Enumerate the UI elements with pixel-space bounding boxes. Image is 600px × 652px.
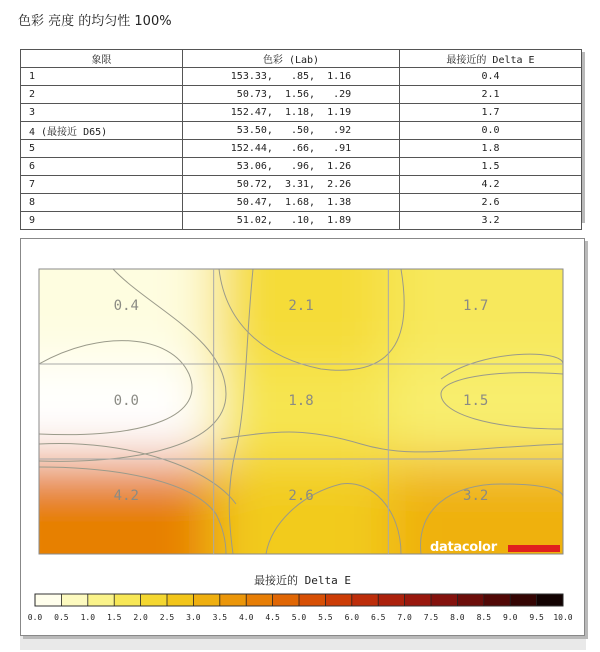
quadrant-value-label: 0.0 (113, 392, 139, 409)
quadrant-value-label: 4.2 (113, 487, 139, 504)
table-row (21, 194, 582, 212)
cell-lab: 53.06, .96, 1.26 (183, 158, 400, 176)
cell-lab: 51.02, .10, 1.89 (183, 212, 400, 230)
colorbar-swatch (246, 594, 273, 606)
colorbar-swatch (457, 594, 484, 606)
colorbar-swatch (325, 594, 352, 606)
heatmap-cell (21, 459, 215, 615)
colorbar-tick-label: 1.0 (80, 613, 96, 622)
cell-delta-e: 1.5 (400, 158, 582, 176)
colorbar-tick-label: 3.0 (186, 613, 201, 622)
quadrant-value-label: 1.7 (463, 297, 489, 314)
cell-quadrant: 7 (21, 176, 183, 194)
quadrant-value-label: 1.8 (288, 392, 314, 409)
page-title: 色彩 亮度 的均匀性 100% (18, 14, 172, 29)
colorbar-tick-label: 6.5 (370, 613, 386, 622)
colorbar-swatch (510, 594, 537, 606)
quadrant-value-label: 2.1 (288, 297, 314, 314)
cell-delta-e: 1.8 (400, 140, 582, 158)
chart-bottom-shadow (20, 636, 586, 650)
colorbar-swatch (299, 594, 326, 606)
table-row (21, 68, 582, 86)
cell-quadrant: 4 (最接近 D65) (21, 122, 183, 140)
quadrant-table (20, 49, 582, 230)
heatmap-cell (21, 364, 215, 460)
table-row (21, 176, 582, 194)
colorbar-swatch (352, 594, 379, 606)
colorbar-tick-label: 8.5 (476, 613, 492, 622)
colorbar-swatch (484, 594, 511, 606)
cell-delta-e: 2.1 (400, 86, 582, 104)
colorbar-title: 最接近的 Delta E (254, 574, 351, 587)
datacolor-logo (430, 540, 569, 557)
colorbar-tick-label: 8.0 (450, 613, 465, 622)
colorbar-tick-label: 2.0 (133, 613, 148, 622)
colorbar (28, 594, 573, 622)
colorbar-swatch (114, 594, 141, 606)
table-row (21, 158, 582, 176)
colorbar-tick-label: 0.0 (27, 613, 43, 622)
cell-lab: 153.33, .85, 1.16 (183, 68, 400, 86)
colorbar-swatch (193, 594, 220, 606)
quadrant-value-label: 1.5 (463, 392, 489, 409)
colorbar-tick-label: 10.0 (553, 613, 573, 622)
colorbar-tick-label: 9.5 (529, 613, 544, 622)
quadrant-table-container (20, 49, 582, 226)
cell-delta-e: 4.2 (400, 176, 582, 194)
table-row (21, 140, 582, 158)
colorbar-swatch (537, 594, 564, 606)
cell-lab: 152.44, .66, .91 (183, 140, 400, 158)
heatmap-fill (21, 239, 584, 615)
header-lab: 色彩 (Lab) (183, 50, 400, 68)
colorbar-tick-label: 1.5 (106, 613, 122, 622)
colorbar-tick-label: 5.5 (318, 613, 333, 622)
cell-quadrant: 6 (21, 158, 183, 176)
cell-delta-e: 0.0 (400, 122, 582, 140)
colorbar-swatch (378, 594, 405, 606)
cell-delta-e: 3.2 (400, 212, 582, 230)
table-row (21, 86, 582, 104)
cell-quadrant: 1 (21, 68, 183, 86)
colorbar-tick-label: 5.0 (291, 613, 307, 622)
heatmap-cell (388, 459, 584, 615)
colorbar-tick-label: 4.0 (238, 613, 254, 622)
colorbar-tick-label: 7.0 (397, 613, 412, 622)
cell-delta-e: 0.4 (400, 68, 582, 86)
colorbar-tick-label: 9.0 (502, 613, 518, 622)
logo-text: datacolor (430, 540, 497, 555)
colorbar-swatch (167, 594, 194, 606)
cell-lab: 50.47, 1.68, 1.38 (183, 194, 400, 212)
cell-quadrant: 8 (21, 194, 183, 212)
cell-quadrant: 2 (21, 86, 183, 104)
colorbar-tick-label: 6.0 (344, 613, 360, 622)
cell-delta-e: 2.6 (400, 194, 582, 212)
heatmap-cell (388, 364, 584, 460)
cell-lab: 50.72, 3.31, 2.26 (183, 176, 400, 194)
table-row (21, 212, 582, 230)
heatmap-blur-group (21, 239, 584, 615)
colorbar-swatch (61, 594, 88, 606)
cell-delta-e: 1.7 (400, 104, 582, 122)
uniformity-chart (20, 238, 585, 636)
colorbar-swatch (220, 594, 247, 606)
quadrant-value-label: 3.2 (463, 487, 489, 504)
colorbar-swatch (35, 594, 62, 606)
header-delta-e: 最接近的 Delta E (400, 50, 582, 68)
header-quadrant: 象限 (21, 50, 183, 68)
quadrant-value-label: 2.6 (288, 487, 314, 504)
cell-quadrant: 9 (21, 212, 183, 230)
colorbar-swatch (431, 594, 458, 606)
cell-lab: 152.47, 1.18, 1.19 (183, 104, 400, 122)
cell-quadrant: 3 (21, 104, 183, 122)
colorbar-swatch (88, 594, 115, 606)
cell-quadrant: 5 (21, 140, 183, 158)
colorbar-swatch (273, 594, 300, 606)
colorbar-tick-label: 0.5 (54, 613, 69, 622)
colorbar-swatch (405, 594, 432, 606)
colorbar-tick-label: 7.5 (423, 613, 439, 622)
colorbar-swatch (141, 594, 168, 606)
table-row (21, 122, 582, 140)
quadrant-value-label: 0.4 (113, 297, 139, 314)
colorbar-tick-label: 3.5 (212, 613, 228, 622)
cell-lab: 53.50, .50, .92 (183, 122, 400, 140)
colorbar-tick-label: 4.5 (265, 613, 280, 622)
table-row (21, 104, 582, 122)
heatmap-cell (214, 364, 390, 460)
colorbar-tick-label: 2.5 (159, 613, 175, 622)
table-header-row (21, 50, 582, 68)
cell-lab: 50.73, 1.56, .29 (183, 86, 400, 104)
heatmap-cell (214, 459, 390, 615)
logo-bar (508, 545, 560, 552)
